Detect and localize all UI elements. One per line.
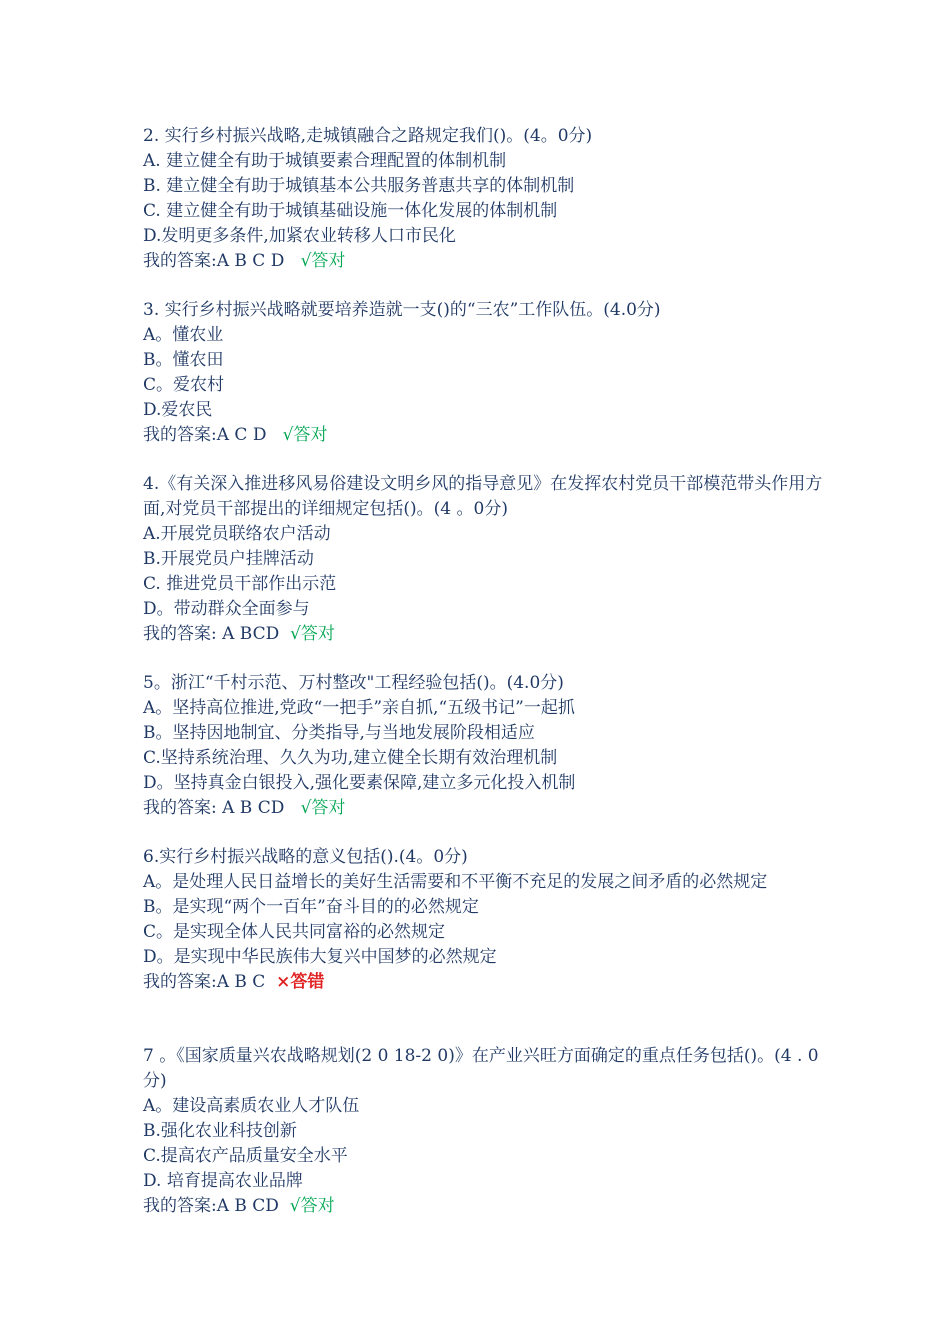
option: D.爱农民 <box>143 400 213 420</box>
result-correct: √答对 <box>300 251 346 271</box>
result-correct: √答对 <box>289 1196 335 1216</box>
option: A.开展党员联络农户活动 <box>143 524 331 544</box>
option: D.发明更多条件,加紧农业转移人口市民化 <box>143 226 456 246</box>
option: B。坚持因地制宜、分类指导,与当地发展阶段相适应 <box>143 723 535 743</box>
my-answer: 我的答案: A BCD <box>143 624 280 644</box>
answer-line <box>143 970 823 995</box>
question-title: 5。浙江“千村示范、万村整改"工程经验包括()。(4.0分) <box>143 673 564 693</box>
my-answer: 我的答案:A B C <box>143 972 266 992</box>
question-title: 3. 实行乡村振兴战略就要培养造就一支()的“三农”工作队伍。(4.0分) <box>143 300 661 320</box>
my-answer: 我的答案:A B CD <box>143 1196 279 1216</box>
result-wrong: ×答错 <box>276 972 325 992</box>
question-title: 2. 实行乡村振兴战略,走城镇融合之路规定我们()。(4。0分) <box>143 126 593 146</box>
option: D。坚持真金白银投入,强化要素保障,建立多元化投入机制 <box>143 773 576 793</box>
question-block <box>143 298 823 448</box>
option: C. 推进党员干部作出示范 <box>143 574 337 594</box>
my-answer: 我的答案:A C D <box>143 425 267 445</box>
question-title: 4.《有关深入推进移风易俗建设文明乡风的指导意见》在发挥农村党员干部模范带头作用方面,对党员干部提出的详细规定包括()。(4 。0分) <box>143 474 823 519</box>
option: B.开展党员户挂牌活动 <box>143 549 314 569</box>
question-block <box>143 671 823 821</box>
option: C. 建立健全有助于城镇基础设施一体化发展的体制机制 <box>143 201 558 221</box>
question-block <box>143 472 823 647</box>
option: A。是处理人民日益增长的美好生活需要和不平衡不充足的发展之间矛盾的必然规定 <box>143 872 768 892</box>
answer-line <box>143 1194 823 1219</box>
option: D. 培育提高农业品牌 <box>143 1171 303 1191</box>
option: A。坚持高位推进,党政“一把手”亲自抓,“五级书记”一起抓 <box>143 698 575 718</box>
option: C。是实现全体人民共同富裕的必然规定 <box>143 922 446 942</box>
result-correct: √答对 <box>290 624 335 644</box>
option: B。是实现“两个一百年”奋斗目的的必然规定 <box>143 897 479 917</box>
result-correct: √答对 <box>282 425 328 445</box>
option: B。懂农田 <box>143 350 224 370</box>
option: C.提高农产品质量安全水平 <box>143 1146 348 1166</box>
question-title: 6.实行乡村振兴战略的意义包括().(4。0分) <box>143 847 468 867</box>
option: C.坚持系统治理、久久为功,建立健全长期有效治理机制 <box>143 748 558 768</box>
option: A. 建立健全有助于城镇要素合理配置的体制机制 <box>143 151 507 171</box>
answer-line <box>143 249 823 274</box>
my-answer: 我的答案:A B C D <box>143 251 285 271</box>
question-block <box>143 1044 823 1219</box>
question-block <box>143 124 823 274</box>
option: A。懂农业 <box>143 325 224 345</box>
option: D。带动群众全面参与 <box>143 599 310 619</box>
option: B.强化农业科技创新 <box>143 1121 297 1141</box>
question-title: 7 。《国家质量兴农战略规划(2 0 18-2 0)》在产业兴旺方面确定的重点任务包括()。(4 . 0分) <box>143 1046 819 1091</box>
answer-line <box>143 622 823 647</box>
answer-line <box>143 423 823 448</box>
option: B. 建立健全有助于城镇基本公共服务普惠共享的体制机制 <box>143 176 575 196</box>
answer-line <box>143 796 823 821</box>
option: A。建设高素质农业人才队伍 <box>143 1096 360 1116</box>
result-correct: √答对 <box>300 798 346 818</box>
my-answer: 我的答案: A B CD <box>143 798 285 818</box>
question-block <box>143 845 823 995</box>
option: C。爱农村 <box>143 375 225 395</box>
option: D。是实现中华民族伟大复兴中国梦的必然规定 <box>143 947 497 967</box>
